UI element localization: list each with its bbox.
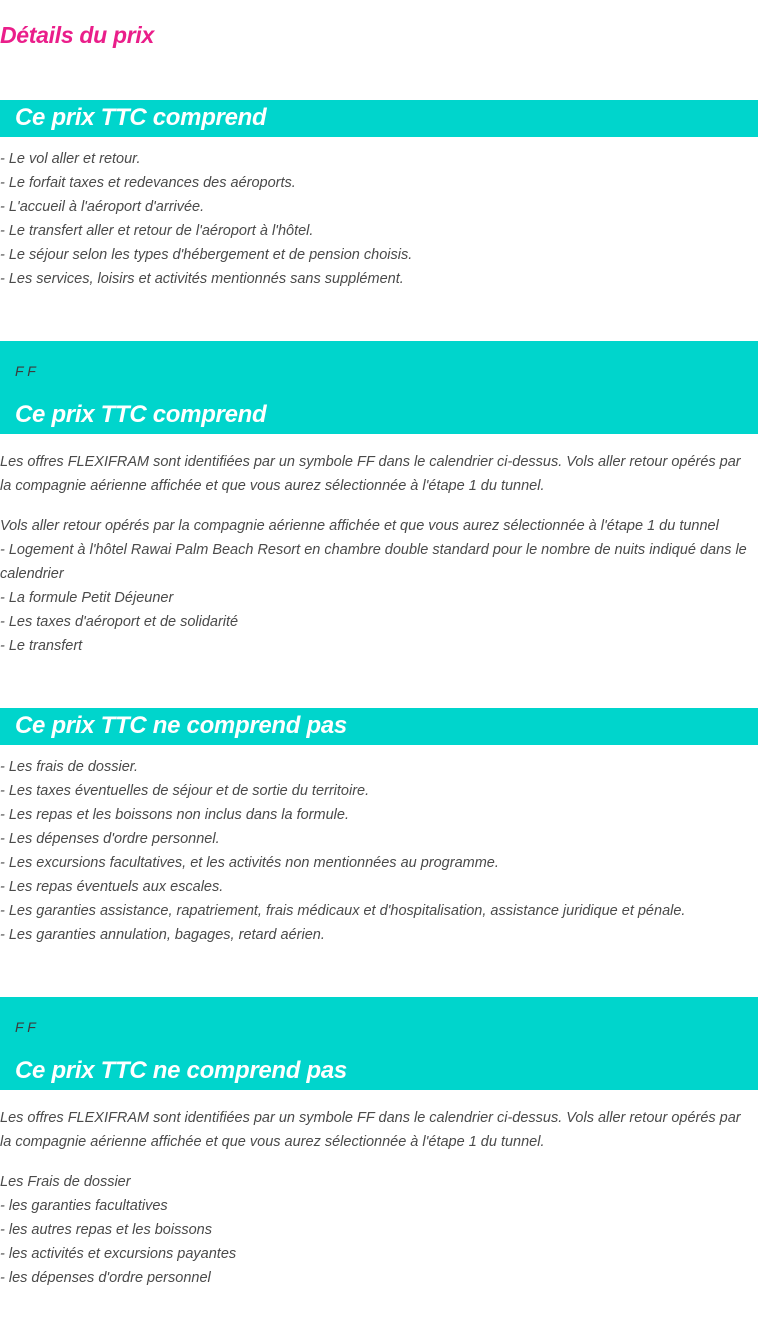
intro-paragraph: Les offres FLEXIFRAM sont identifiées par un symbole FF dans le calendrier ci-dessus. Vols aller retour opérés par la compagnie aérienne affichée et que vous aurez sélectionnée à l'étape 1 du tunnel. [0, 1110, 741, 1150]
section-header-included [0, 100, 758, 137]
list-item: - Les taxes éventuelles de séjour et de sortie du territoire. [0, 783, 370, 799]
list-item: - Les garanties annulation, bagages, retard aérien. [0, 927, 325, 943]
list-item: - Le séjour selon les types d'hébergement et de pension choisis. [0, 247, 413, 263]
not-included-flexifram-list [0, 1170, 750, 1290]
flexifram-intro [0, 450, 750, 498]
intro-paragraph: Les offres FLEXIFRAM sont identifiées par un symbole FF dans le calendrier ci-dessus. Vols aller retour opérés par la compagnie aérienne affichée et que vous aurez sélectionnée à l'étape 1 du tunnel. [0, 454, 741, 494]
list-item: - Le forfait taxes et redevances des aéroports. [0, 175, 296, 191]
list-item: - Les taxes d'aéroport et de solidarité [0, 614, 239, 630]
section-heading: Ce prix TTC comprend [15, 401, 267, 428]
list-item: - Les services, loisirs et activités mentionnés sans supplément. [0, 271, 404, 287]
section-header-not-included [0, 708, 758, 745]
list-item: Les Frais de dossier [0, 1174, 131, 1190]
list-item: - La formule Petit Déjeuner [0, 590, 174, 606]
list-item: - Les garanties assistance, rapatriement, frais médicaux et d'hospitalisation, assistance juridique et pénale. [0, 903, 686, 919]
list-item: Vols aller retour opérés par la compagnie aérienne affichée et que vous aurez sélectionnée à l'étape 1 du tunnel [0, 518, 719, 534]
list-item: - Les repas et les boissons non inclus dans la formule. [0, 807, 349, 823]
section-header-not-included-flexifram [0, 997, 758, 1090]
not-included-list [0, 755, 750, 947]
list-item: - Le transfert [0, 638, 83, 654]
ff-badge: F F [15, 1019, 36, 1035]
list-item: - Les dépenses d'ordre personnel. [0, 831, 220, 847]
section-header-included-flexifram [0, 341, 758, 434]
list-item: - Le transfert aller et retour de l'aéroport à l'hôtel. [0, 223, 314, 239]
section-heading: Ce prix TTC comprend [15, 104, 267, 131]
section-heading: Ce prix TTC ne comprend pas [15, 712, 347, 739]
list-item: - les garanties facultatives [0, 1198, 168, 1214]
page-title: Détails du prix [0, 22, 154, 48]
list-item: - les dépenses d'ordre personnel [0, 1270, 211, 1286]
list-item: - Les repas éventuels aux escales. [0, 879, 224, 895]
included-flexifram-list [0, 514, 750, 658]
ff-badge: F F [15, 363, 36, 379]
list-item: - L'accueil à l'aéroport d'arrivée. [0, 199, 205, 215]
list-item: - Les frais de dossier. [0, 759, 139, 775]
list-item: - les autres repas et les boissons [0, 1222, 212, 1238]
flexifram-intro [0, 1106, 750, 1154]
list-item: - Les excursions facultatives, et les activités non mentionnées au programme. [0, 855, 499, 871]
list-item: - Logement à l'hôtel Rawai Palm Beach Resort en chambre double standard pour le nombre de nuits indiqué dans le calendrier [0, 542, 747, 582]
list-item: - les activités et excursions payantes [0, 1246, 237, 1262]
section-heading: Ce prix TTC ne comprend pas [15, 1057, 347, 1084]
list-item: - Le vol aller et retour. [0, 151, 141, 167]
included-list [0, 147, 750, 291]
